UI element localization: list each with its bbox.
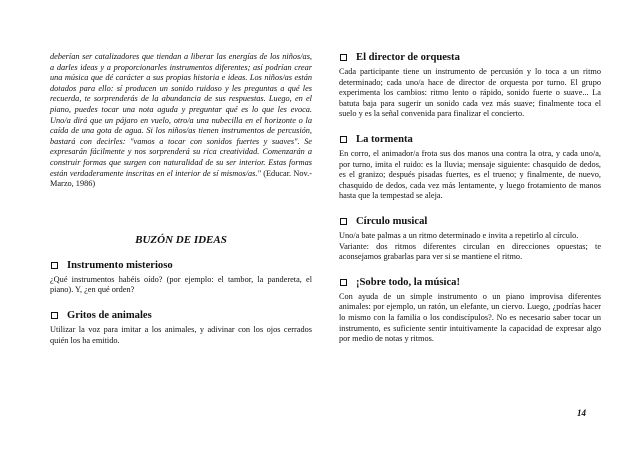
section-sobre-todo-la-musica (339, 277, 601, 345)
section-director-de-orquesta (339, 52, 601, 120)
section-text: Uno/a bate palmas a un ritmo determinado e invita a repetirlo al círculo. (339, 230, 579, 240)
section-title: Gritos de animales (67, 309, 152, 321)
section-title: El director de orquesta (356, 52, 460, 63)
section-text: En corro, el animador/a frota sus dos manos una contra la otra, y cada uno/a, por turno, imita el ruido: es la lluvia; mensaje siguiente: chasquido de dedos, es el granizo; después pisadas fuertes, es el trueno; y finalmente, de nuevo, chasquido de dedos, cada vez más lentamente, y luego frotamiento de manos hasta que la tempestad se aleja. (339, 148, 601, 201)
section-instrumento-misterioso (50, 260, 312, 296)
left-column (50, 52, 312, 360)
right-column (339, 52, 601, 359)
section-text: Cada participante tiene un instrumento de percusión y lo toca a un ritmo determinado; cada uno/a hace de director de orquesta por turno. El grupo experimenta los cambios: ritmo lento o rápido, sonido fuerte o suave... La batuta baja para sugerir un sonido cada vez más suave; finalmente toca el suelo y es la señal convenida para finalizar el concierto. (339, 67, 601, 119)
section-title: Círculo musical (356, 215, 428, 227)
quote-text: deberían ser catalizadores que tiendan a liberar las energías de los niños/as, a darles ideas y a proporcionarles instrumentos diferentes; así podrían crear una música que dé carácter a sus propias historia e ideas. Los niños/as están dotados para ello: sí producen un sonido ruidoso y les preguntas a qué les recuerda, te sorprenderás de la abundancia de sus respuestas. Luego, en el piano, puedes tocar una nota aguda y preguntar qué es lo que les evoca. Uno/a dirá que un pájaro en vuelo, otro/a una nubecilla en el horizonte o la caída de una gota de agua. Si los niños/as tienen instrumentos de percusión, bastará con decirles: "vamos a tocar con sonidos fuertes y suaves". Se expresarán fácilmente y nos sorprenderá su rica creatividad. Comenzarán a construir formas que surgen con naturalidad de su ser interior. Estas formas están verdaderamente inscritas en el interior de sí mismos/as." (50, 52, 312, 178)
quote-paragraph (50, 52, 312, 190)
section-title: ¡Sobre todo, la música! (356, 276, 460, 288)
square-bullet-icon (340, 218, 347, 225)
box-title: BUZÓN DE IDEAS (135, 233, 227, 246)
square-bullet-icon (51, 262, 58, 269)
quote-source: (Educar. Nov.- Marzo, 1986) (50, 168, 312, 189)
square-bullet-icon (340, 136, 347, 143)
section-title: Instrumento misterioso (67, 259, 173, 271)
square-bullet-icon (340, 54, 347, 61)
page-number: 14 (577, 408, 586, 418)
section-la-tormenta (339, 134, 601, 202)
section-circulo-musical (339, 216, 601, 263)
section-gritos-de-animales (50, 310, 312, 346)
square-bullet-icon (51, 312, 58, 319)
section-title: La tormenta (356, 133, 413, 145)
section-text: ¿Qué instrumentos habéis oído? (por ejemplo: el tambor, la pandereta, el piano). Y, ¿en qué orden? (50, 274, 312, 295)
section-text: Con ayuda de un simple instrumento o un piano improvisa diferentes animales: por ejemplo, un ratón, un elefante, un ciervo. Luego, ¿podrías hacer lo mismo con la familia o los condiscípulos?. No es necesario saber tocar un instrumento, es suficiente sentir intuitivamente la capacidad de expresar algo por medio de notas y ritmos. (339, 291, 601, 344)
section-text-variant: Variante: dos ritmos diferentes circulan en direcciones opuestas; te aconsejamos grabarlas para ver si se mantiene el ritmo. (339, 241, 601, 262)
square-bullet-icon (340, 279, 347, 286)
section-text: Utilizar la voz para imitar a los animales, y adivinar con los ojos cerrados quién los ha emitido. (50, 324, 312, 345)
